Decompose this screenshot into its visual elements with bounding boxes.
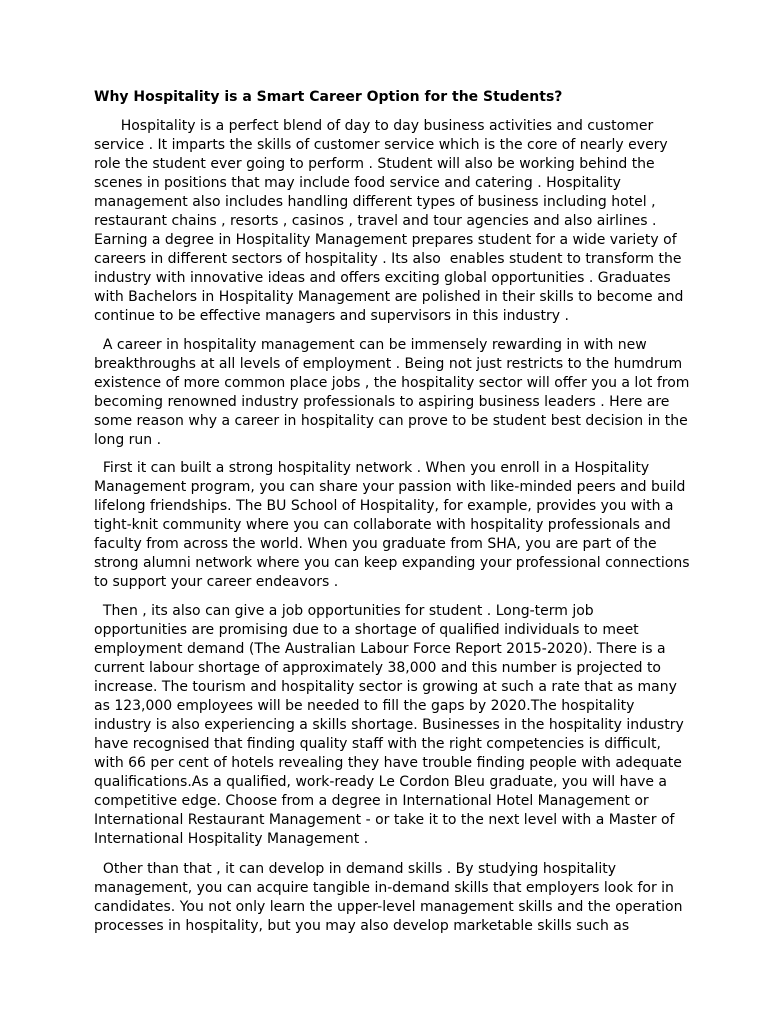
text-line: opportunities are promising due to a shortage of qualified individuals to meet (94, 622, 639, 638)
text-line: Other than that , it can develop in demand skills . By studying hospitality (94, 861, 617, 877)
text-line: Management program, you can share your passion with like-minded peers and build (94, 479, 686, 495)
text-line: employment demand (The Australian Labour Force Report 2015-2020). There is a (94, 641, 666, 657)
paragraph-intro (94, 117, 714, 326)
text-line: continue to be effective managers and supervisors in this industry . (94, 308, 569, 324)
text-line: First it can built a strong hospitality network . When you enroll in a Hospitality (94, 460, 650, 476)
text-line: industry is also experiencing a skills shortage. Businesses in the hospitality industry (94, 717, 684, 733)
text-line: service . It imparts the skills of customer service which is the core of nearly every (94, 137, 668, 153)
text-line: role the student ever going to perform . Student will also be working behind the (94, 156, 655, 172)
text-line: management, you can acquire tangible in-demand skills that employers look for in (94, 880, 674, 896)
text-line: Then , its also can give a job opportunities for student . Long-term job (94, 603, 594, 619)
text-line: breakthroughs at all levels of employment . Being not just restricts to the humdrum (94, 356, 683, 372)
text-line: industry with innovative ideas and offers exciting global opportunities . Graduates (94, 270, 671, 286)
document-title: Why Hospitality is a Smart Career Option for the Students? (94, 89, 563, 105)
text-line: faculty from across the world. When you graduate from SHA, you are part of the (94, 536, 657, 552)
text-line: becoming renowned industry professionals to aspiring business leaders . Here are (94, 394, 670, 410)
text-line: qualifications.As a qualified, work-ready Le Cordon Bleu graduate, you will have a (94, 774, 668, 790)
text-line: scenes in positions that may include food service and catering . Hospitality (94, 175, 621, 191)
text-line: existence of more common place jobs , the hospitality sector will offer you a lot from (94, 375, 690, 391)
paragraph-in-demand-skills (94, 860, 714, 936)
text-line: competitive edge. Choose from a degree in International Hotel Management or (94, 793, 649, 809)
text-line: with Bachelors in Hospitality Management are polished in their skills to become and (94, 289, 684, 305)
text-line: A career in hospitality management can be immensely rewarding in with new (94, 337, 647, 353)
text-line: Earning a degree in Hospitality Management prepares student for a wide variety of (94, 232, 677, 248)
text-line: International Restaurant Management - or take it to the next level with a Master of (94, 812, 675, 828)
text-line: strong alumni network where you can keep expanding your professional connections (94, 555, 690, 571)
paragraph-job-opportunities (94, 602, 714, 849)
text-line: lifelong friendships. The BU School of Hospitality, for example, provides you with a (94, 498, 674, 514)
text-line: careers in different sectors of hospitality . Its also enables student to transform the (94, 251, 682, 267)
text-line: increase. The tourism and hospitality sector is growing at such a rate that as many (94, 679, 677, 695)
text-line: as 123,000 employees will be needed to fill the gaps by 2020.The hospitality (94, 698, 635, 714)
text-line: management also includes handling different types of business including hotel , (94, 194, 656, 210)
text-line: processes in hospitality, but you may also develop marketable skills such as (94, 918, 630, 934)
text-line: International Hospitality Management . (94, 831, 369, 847)
paragraph-network (94, 459, 714, 592)
text-line: tight-knit community where you can collaborate with hospitality professionals and (94, 517, 671, 533)
text-line: some reason why a career in hospitality can prove to be student best decision in the (94, 413, 688, 429)
text-line: restaurant chains , resorts , casinos , travel and tour agencies and also airlines . (94, 213, 657, 229)
text-line: long run . (94, 432, 162, 448)
text-line: with 66 per cent of hotels revealing they have trouble finding people with adequate (94, 755, 682, 771)
paragraph-career-rewards (94, 336, 714, 450)
text-line: candidates. You not only learn the upper-level management skills and the operation (94, 899, 683, 915)
text-line: Hospitality is a perfect blend of day to day business activities and customer (94, 118, 654, 134)
text-line: current labour shortage of approximately 38,000 and this number is projected to (94, 660, 661, 676)
text-line: have recognised that finding quality staff with the right competencies is difficult, (94, 736, 661, 752)
text-line: to support your career endeavors . (94, 574, 339, 590)
